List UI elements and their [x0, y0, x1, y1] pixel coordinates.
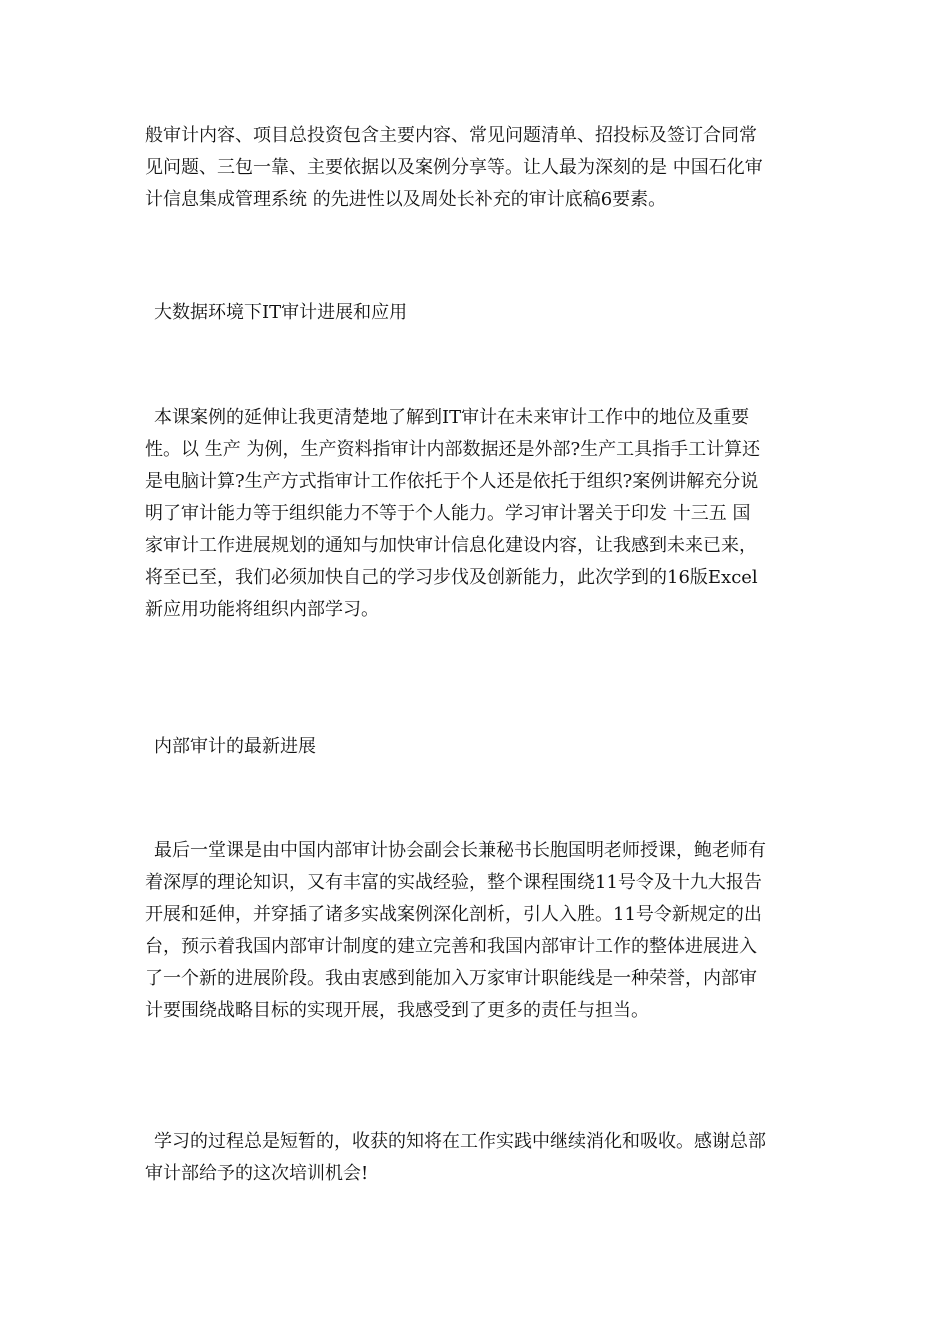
text-line: 见问题、三包一靠、主要依据以及案例分享等。让人最为深刻的是 中国石化审 [145, 157, 763, 178]
text-line: 计要围绕战略目标的实现开展，我感受到了更多的责任与担当。 [145, 1000, 649, 1021]
paragraph-it-audit [145, 402, 810, 626]
text-line: 了一个新的进展阶段。我由衷感到能加入万家审计职能线是一种荣誉，内部审 [145, 968, 757, 989]
text-line: 着深厚的理论知识，又有丰富的实战经验，整个课程围绕11号令及十九大报告 [145, 872, 762, 893]
text-line: 学习的过程总是短暂的，收获的知将在工作实践中继续消化和吸收。感谢总部 [154, 1131, 766, 1152]
text-line: 计信息集成管理系统 的先进性以及周处长补充的审计底稿6要素。 [145, 189, 667, 210]
text-line: 明了审计能力等于组织能力不等于个人能力。学习审计署关于印发 十三五 国 [145, 503, 751, 524]
text-line: 是电脑计算?生产方式指审计工作依托于个人还是依托于组织?案例讲解充分说 [145, 471, 759, 492]
text-line: 般审计内容、项目总投资包含主要内容、常见问题清单、招投标及签订合同常 [145, 125, 757, 146]
text-line: 开展和延伸，并穿插了诸多实战案例深化剖析，引人入胜。11号令新规定的出 [145, 904, 762, 925]
paragraph-internal-audit [145, 835, 810, 1027]
text-line: 审计部给予的这次培训机会! [145, 1163, 369, 1184]
paragraph-closing [145, 1126, 810, 1190]
text-line: 本课案例的延伸让我更清楚地了解到IT审计在未来审计工作中的地位及重要 [154, 407, 750, 428]
text-line: 新应用功能将组织内部学习。 [145, 599, 379, 620]
text-line: 台，预示着我国内部审计制度的建立完善和我国内部审计工作的整体进展进入 [145, 936, 757, 957]
text-line: 性。以 生产 为例，生产资料指审计内部数据还是外部?生产工具指手工计算还 [145, 439, 761, 460]
section-heading-it-audit: 大数据环境下IT审计进展和应用 [154, 302, 408, 323]
paragraph-course-summary [145, 120, 810, 216]
text-line: 将至已至，我们必须加快自己的学习步伐及创新能力，此次学到的16版Excel [145, 567, 758, 588]
text-line: 最后一堂课是由中国内部审计协会副会长兼秘书长胞国明老师授课，鲍老师有 [154, 840, 766, 861]
section-heading-internal-audit: 内部审计的最新进展 [154, 736, 316, 757]
text-line: 家审计工作进展规划的通知与加快审计信息化建设内容，让我感到未来已来， [145, 535, 757, 556]
